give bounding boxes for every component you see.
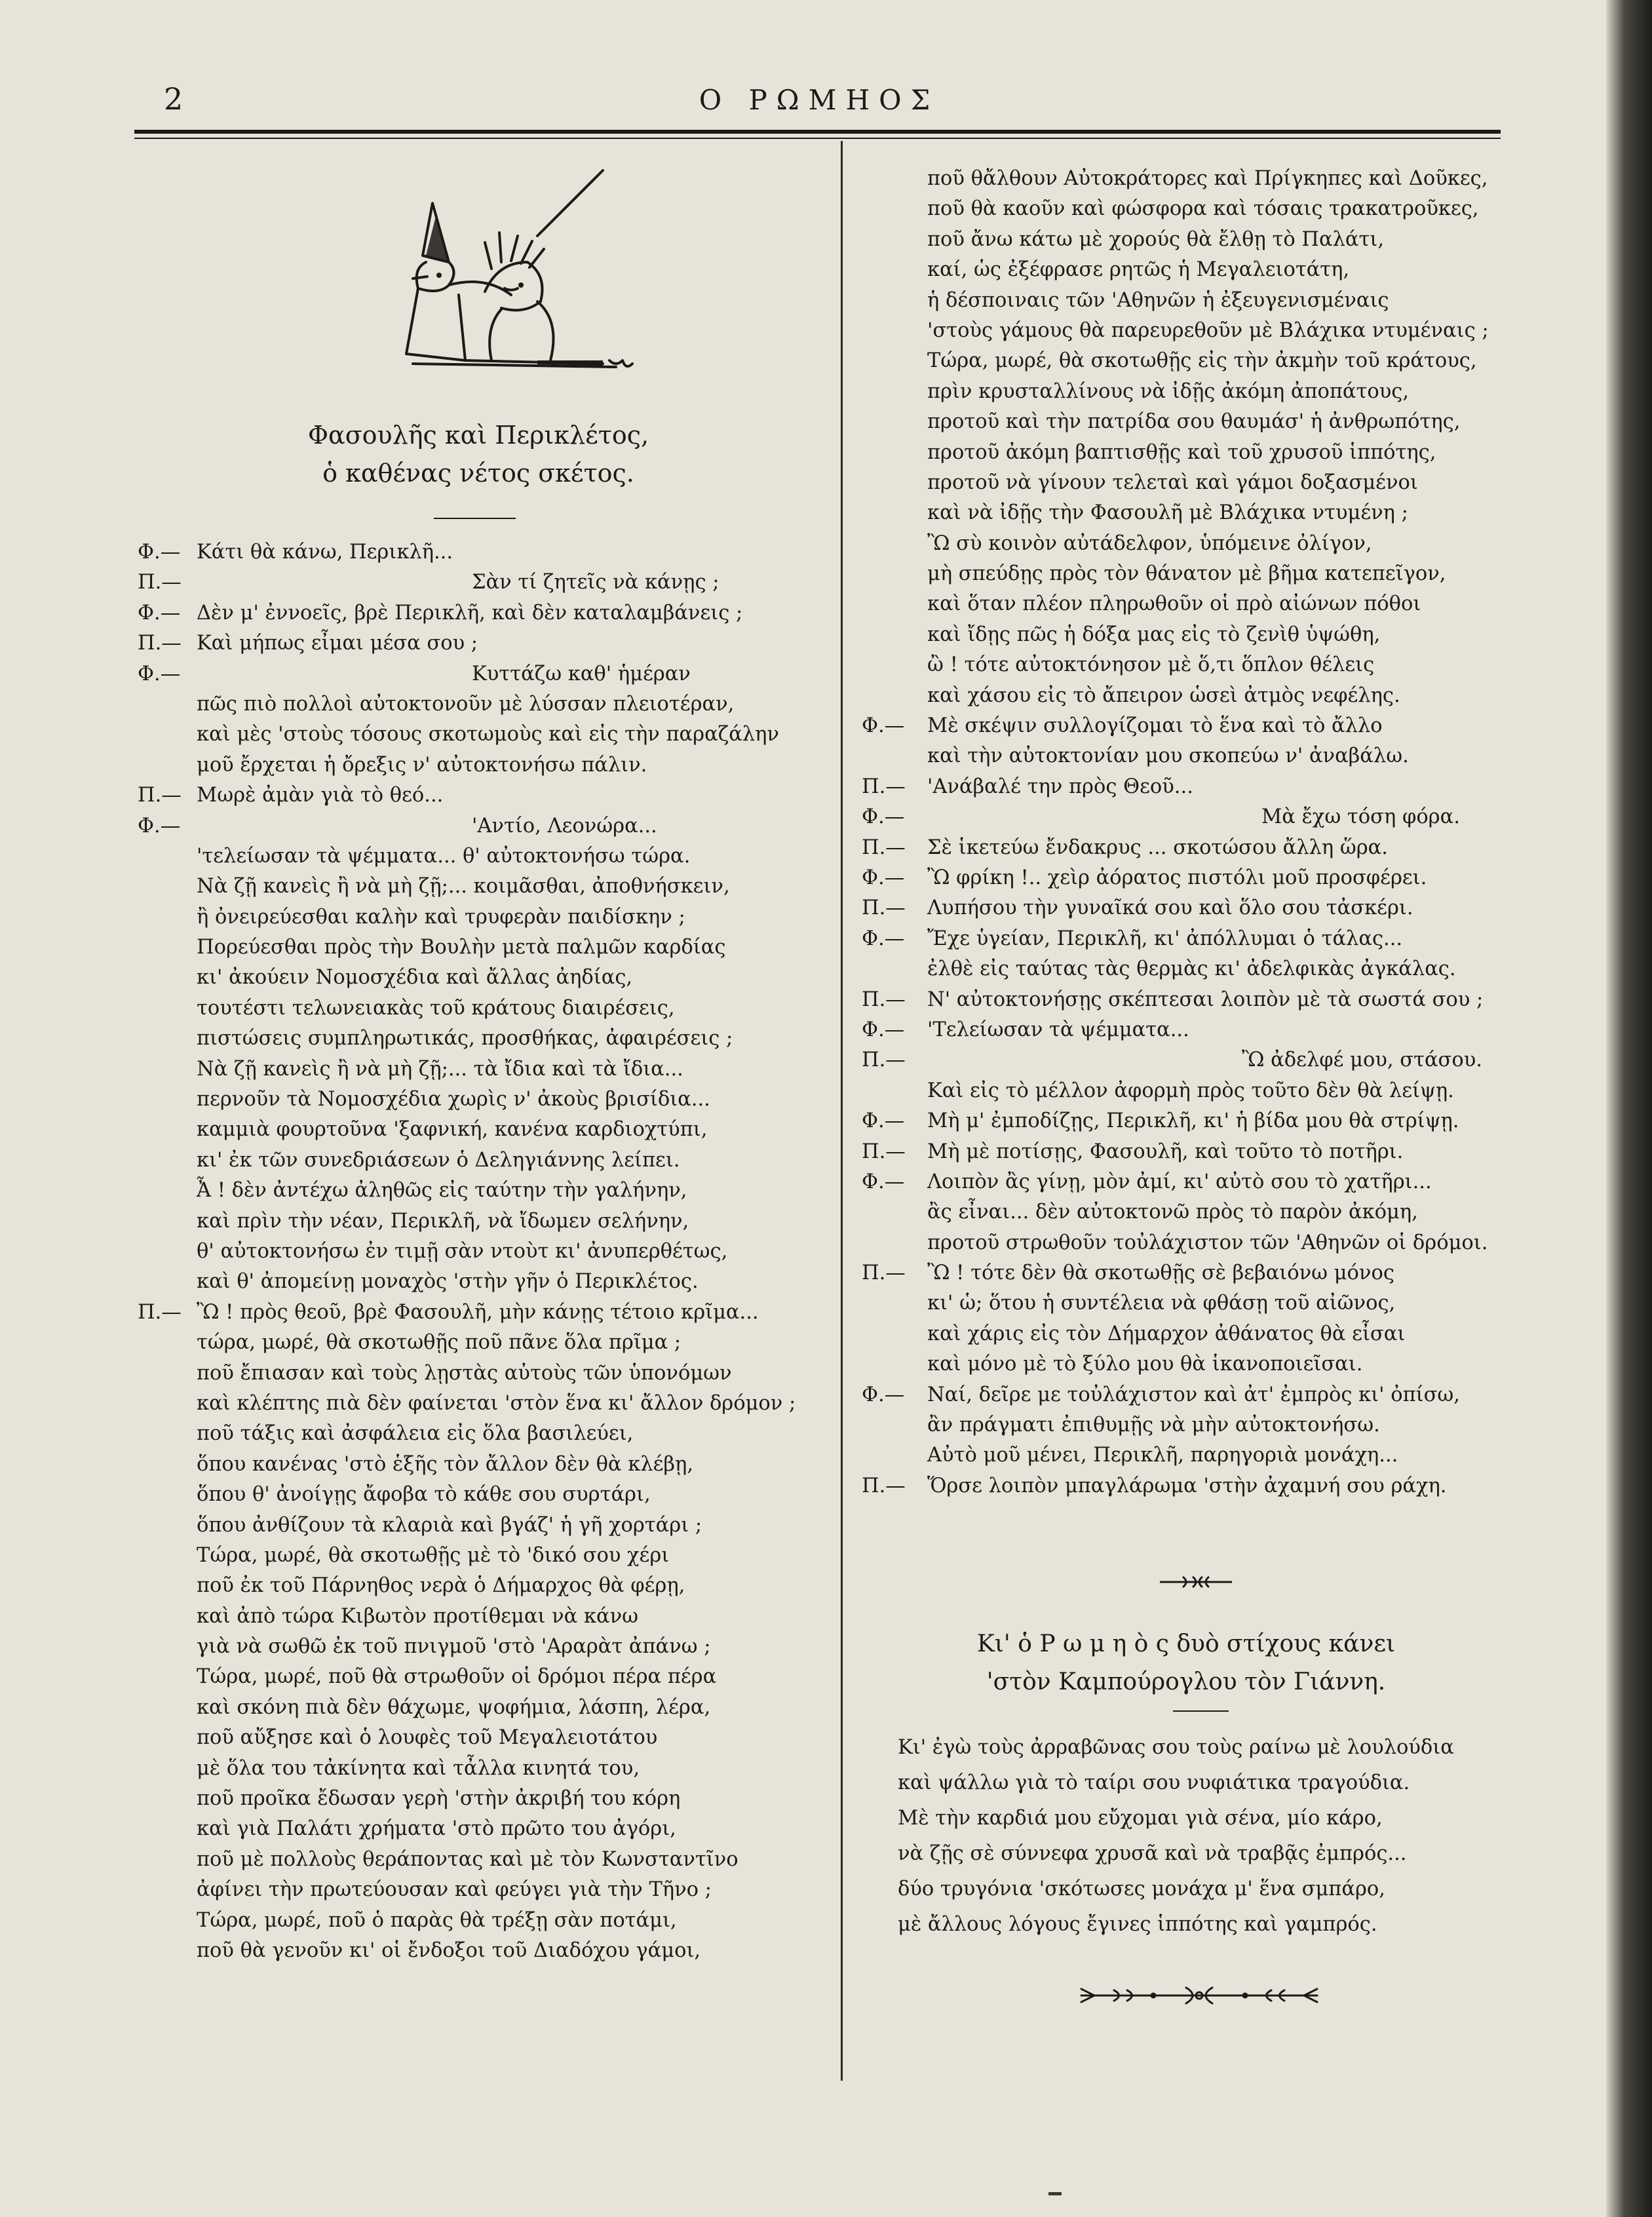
line-text: Λοιπὸν ἂς γίνῃ, μὸν ἀμί, κι' αὐτὸ σου τὸ χατῆρι... xyxy=(927,1170,1432,1193)
line-text: ποῦ ἄνω κάτω μὲ χορούς θὰ ἔλθῃ τὸ Παλάτι, xyxy=(927,227,1385,251)
speaker-label: Π.— xyxy=(138,571,182,594)
text-line xyxy=(862,863,1510,893)
line-text: καὶ χάρις εἰς τὸν Δήμαρχον ἀθάνατος θὰ εἶσαι xyxy=(927,1322,1406,1345)
line-text: Ὢ φρίκη !.. χεὶρ ἀόρατος πιστόλι μοῦ προσφέρει. xyxy=(927,866,1427,889)
text-line xyxy=(862,1137,1510,1167)
poem-title-line: 'στὸν Καμπούρογλου τὸν Γιάννη. xyxy=(986,1668,1386,1695)
dialogue-title xyxy=(138,416,819,492)
line-text: Ναί, δεῖρε με τοὐλάχιστον καὶ ἀτ' ἐμπρὸς κι' ὀπίσω, xyxy=(927,1383,1460,1406)
text-line xyxy=(138,1115,819,1145)
text-line xyxy=(862,286,1510,316)
running-head: Ο ΡΩΜΗΟΣ xyxy=(699,84,940,116)
speaker-label: Π.— xyxy=(862,896,906,920)
speaker-label: Π.— xyxy=(862,1049,906,1072)
text-line xyxy=(862,893,1510,923)
text-line xyxy=(862,377,1510,407)
line-text: καὶ νὰ ἰδῇς τὴν Φασουλῆ μὲ Βλάχικα ντυμένη ; xyxy=(927,501,1408,525)
speaker-label: Φ.— xyxy=(862,1018,905,1041)
line-text: Πορεύεσθαι πρὸς τὴν Βουλὴν μετὰ παλμῶν καρδίας xyxy=(197,936,726,959)
line-text: προτοῦ στρωθοῦν τοὐλάχιστον τῶν 'Αθηνῶν οἱ δρόμοι. xyxy=(927,1231,1488,1254)
speaker-label: Π.— xyxy=(138,784,182,807)
text-line xyxy=(862,1076,1510,1106)
text-line xyxy=(138,1814,819,1844)
text-line xyxy=(138,1146,819,1176)
text-line xyxy=(138,841,819,872)
text-line xyxy=(138,1085,819,1115)
text-line xyxy=(862,1471,1510,1501)
text-line xyxy=(138,689,819,720)
line-text: ποῦ θὰ καοῦν καὶ φώσφορα καὶ τόσαις τρακατροῦκες, xyxy=(927,197,1479,221)
text-line xyxy=(862,559,1510,589)
line-text: ὅπου θ' ἀνοίγῃς ἄφοβα τὸ κάθε σου συρτάρι, xyxy=(197,1483,651,1507)
line-text: πῶς πιὸ πολλοὶ αὐτοκτονοῦν μὲ λύσσαν πλειοτέραν, xyxy=(197,692,735,716)
text-line xyxy=(138,1450,819,1480)
text-line xyxy=(138,1602,819,1632)
text-line xyxy=(138,537,819,568)
line-text: Ὢ ! πρὸς θεοῦ, βρὲ Φασουλῆ, μὴν κάνῃς τέτοιο κρῖμα... xyxy=(197,1300,759,1324)
text-line xyxy=(138,750,819,781)
line-text: καὶ μόνο μὲ τὸ ξύλο μου θὰ ἱκανοποιεῖσαι. xyxy=(927,1353,1363,1376)
text-line xyxy=(138,568,819,598)
line-text: Μὴ μὲ ποτίσῃς, Φασουλῆ, καὶ τοῦτο τὸ ποτῆρι. xyxy=(927,1140,1404,1163)
speaker-label: Φ.— xyxy=(138,541,181,564)
text-line xyxy=(138,1328,819,1358)
text-line xyxy=(138,993,819,1024)
text-line xyxy=(862,194,1510,224)
text-line xyxy=(862,1197,1510,1227)
speaker-label: Φ.— xyxy=(862,714,905,738)
line-text: καὶ κλέπτης πιὰ δὲν φαίνεται 'στὸν ἕνα κι' ἄλλον δρόμον ; xyxy=(197,1391,796,1415)
poem-line-text: καὶ ψάλλω γιὰ τὸ ταίρι σου νυφιάτικα τραγούδια. xyxy=(898,1771,1410,1794)
poem-line-text: νὰ ζῇς σὲ σύννεφα χρυσᾶ καὶ νὰ τραβᾷς ἐμπρός... xyxy=(898,1842,1407,1865)
text-line xyxy=(862,1410,1510,1440)
text-line xyxy=(138,1632,819,1662)
text-line xyxy=(138,1571,819,1601)
poem-line xyxy=(885,1907,1514,1942)
text-line xyxy=(862,833,1510,863)
text-line xyxy=(138,811,819,841)
line-text: ἐλθὲ εἰς ταύτας τὰς θερμὰς κι' ἀδελφικὰς ἀγκάλας. xyxy=(927,957,1456,981)
text-line xyxy=(138,933,819,963)
line-text: ποῦ ἐκ τοῦ Πάρνηθος νερὰ ὁ Δήμαρχος θὰ φέρῃ, xyxy=(197,1574,685,1598)
line-text: Μὰ ἔχω τόση φόρα. xyxy=(1261,805,1460,829)
line-text: Νὰ ζῇ κανεὶς ἢ νὰ μὴ ζῇ;... τὰ ἴδια καὶ τὰ ἴδια... xyxy=(197,1057,683,1081)
line-text: ἡ δέσποιναις τῶν 'Αθηνῶν ἡ ἐξευγενισμέναις xyxy=(927,288,1389,312)
text-line xyxy=(862,1045,1510,1075)
line-text: ποῦ αὔξησε καὶ ὁ λουφὲς τοῦ Μεγαλειοτάτου xyxy=(197,1726,658,1750)
text-line xyxy=(138,1845,819,1875)
line-text: 'Ανάβαλέ την πρὸς Θεοῦ... xyxy=(927,775,1193,798)
line-text: προτοῦ νὰ γίνουν τελεταὶ καὶ γάμοι δοξασμένοι xyxy=(927,471,1418,494)
line-text: Τώρα, μωρέ, ποῦ ὁ παρὰς θὰ τρέξῃ σὰν ποτάμι, xyxy=(197,1908,677,1932)
text-line xyxy=(862,255,1510,285)
line-text: καὶ ὅταν πλέον πληρωθοῦν οἱ πρὸ αἰώνων πόθοι xyxy=(927,592,1421,616)
line-text: Καὶ εἰς τὸ μέλλον ἀφορμὴ πρὸς τοῦτο δὲν θὰ λείψῃ. xyxy=(927,1079,1454,1102)
line-text: Τώρα, μωρέ, θὰ σκοτωθῇς εἰς τὴν ἀκμὴν τοῦ κράτους, xyxy=(927,349,1477,373)
text-line xyxy=(862,620,1510,650)
text-line xyxy=(862,1015,1510,1045)
page-number: 2 xyxy=(164,81,183,117)
text-line xyxy=(138,659,819,689)
dialogue-title-line: ὁ καθένας νέτος σκέτος. xyxy=(322,459,634,488)
speaker-label: Φ.— xyxy=(862,805,905,829)
text-line xyxy=(862,924,1510,954)
text-line xyxy=(138,1693,819,1723)
text-line xyxy=(862,438,1510,468)
line-text: Μωρὲ ἀμὰν γιὰ τὸ θεό... xyxy=(197,784,444,807)
line-text: μὴ σπεύδῃς πρὸς τὸν θάνατον μὲ βῆμα κατεπεῖγον, xyxy=(927,562,1446,586)
speaker-label: Π.— xyxy=(862,775,906,798)
poem-line-text: Μὲ τὴν καρδιά μου εὔχομαι γιὰ σένα, μίο κάρο, xyxy=(898,1807,1383,1830)
line-text: Ἔχε ὑγείαν, Περικλῆ, κι' ἀπόλλυμαι ὁ τάλας... xyxy=(927,927,1403,950)
line-text: ποῦ ἔπιασαν καὶ τοὺς λῃστὰς αὐτοὺς τῶν ὑπονόμων xyxy=(197,1361,732,1385)
line-text: ἂς εἶναι... δὲν αὐτοκτονῶ πρὸς τὸ παρὸν ἀκόμη, xyxy=(927,1201,1418,1224)
text-line xyxy=(138,1936,819,1966)
line-text: καὶ τὴν αὐτοκτονίαν μου σκοπεύω ν' ἀναβάλω. xyxy=(927,744,1409,768)
speaker-label: Φ.— xyxy=(862,927,905,950)
text-line xyxy=(138,1359,819,1389)
column-divider xyxy=(841,141,843,2081)
line-text: ὅπου κανένας 'στὸ ἑξῆς τὸν ἄλλον δὲν θὰ κλέβῃ, xyxy=(197,1452,694,1476)
text-line xyxy=(862,772,1510,802)
speaker-label: Φ.— xyxy=(138,601,181,625)
text-line xyxy=(862,529,1510,559)
line-text: ποῦ θἄλθουν Αὐτοκράτορες καὶ Πρίγκηπες καὶ Δοῦκες, xyxy=(927,167,1488,190)
poem-title xyxy=(862,1625,1510,1701)
line-text: καὶ χάσου εἰς τὸ ἄπειρον ὡσεὶ ἀτμὸς νεφέλης. xyxy=(927,684,1400,707)
text-line xyxy=(862,1440,1510,1471)
line-text: καὶ σκόνη πιὰ δὲν θάχωμε, ψοφήμια, λάσπη, λέρα, xyxy=(197,1695,711,1719)
line-text: Ὢ ἀδελφέ μου, στάσου. xyxy=(1242,1049,1482,1072)
text-line xyxy=(862,1228,1510,1258)
line-text: μὲ ὅλα του τἀκίνητα καὶ τἆλλα κινητά του, xyxy=(197,1756,640,1780)
line-text: καὶ θ' ἀπομείνῃ μοναχὸς 'στὴν γῆν ὁ Περικλέτος. xyxy=(197,1270,699,1294)
text-line xyxy=(862,650,1510,680)
line-text: Τώρα, μωρέ, ποῦ θὰ στρωθοῦν οἱ δρόμοι πέρα πέρα xyxy=(197,1665,717,1689)
line-text: ποῦ προῖκα ἔδωσαν γερὴ 'στὴν ἀκριβή του κόρη xyxy=(197,1787,681,1811)
speaker-label: Π.— xyxy=(862,988,906,1011)
speaker-label: Π.— xyxy=(862,1262,906,1285)
text-line xyxy=(862,741,1510,771)
text-line xyxy=(862,1258,1510,1288)
line-text: πρὶν κρυσταλλίνους νὰ ἰδῇς ἀκόμη ἀποπάτους, xyxy=(927,379,1410,403)
speaker-label: Π.— xyxy=(862,1140,906,1163)
text-line xyxy=(862,985,1510,1015)
line-text: κι' ἐκ τῶν συνεδριάσεων ὁ Δεληγιάννης λείπει. xyxy=(197,1148,680,1172)
poem-line xyxy=(885,1872,1514,1907)
text-line xyxy=(862,711,1510,741)
text-line xyxy=(138,1237,819,1267)
line-text: Σὰν τί ζητεῖς νὰ κάνῃς ; xyxy=(472,571,720,594)
line-text: Ν' αὐτοκτονήσῃς σκέπτεσαι λοιπὸν μὲ τὰ σωστά σου ; xyxy=(927,988,1484,1011)
line-text: Μὲ σκέψιν συλλογίζομαι τὸ ἕνα καὶ τὸ ἄλλο xyxy=(927,714,1383,738)
line-text: ποῦ θὰ γενοῦν κι' οἱ ἔνδοξοι τοῦ Διαδόχου γάμοι, xyxy=(197,1938,701,1962)
poem-line xyxy=(885,1836,1514,1872)
dialogue-title-line: Φασουλῆς καὶ Περικλέτος, xyxy=(307,421,649,450)
poem-title-line: Κι' ὁ Ρ ω μ η ὸ ς δυὸ στίχους κάνει xyxy=(976,1630,1396,1657)
line-text: τουτέστι τελωνειακὰς τοῦ κράτους διαιρέσεις, xyxy=(197,996,675,1020)
speaker-label: Φ.— xyxy=(138,662,181,685)
text-line xyxy=(138,1419,819,1449)
text-line xyxy=(862,802,1510,832)
line-text: Ἆ ! δὲν ἀντέχω ἀληθῶς εἰς ταύτην τὴν γαλήνην, xyxy=(197,1179,687,1203)
speaker-label: Π.— xyxy=(862,836,906,859)
line-text: ποῦ μὲ πολλοὺς θεράποντας καὶ μὲ τὸν Κωνσταντῖνο xyxy=(197,1847,739,1871)
text-line xyxy=(862,1106,1510,1136)
header-rule-thick xyxy=(134,130,1501,134)
binding-edge-shadow xyxy=(1606,0,1652,2217)
poem-line-text: μὲ ἄλλους λόγους ἔγινες ἱππότης καὶ γαμπρός. xyxy=(898,1913,1377,1936)
poem-line xyxy=(885,1765,1514,1801)
text-line xyxy=(138,1511,819,1541)
line-text: Ὅρσε λοιπὸν μπαγλάρωμα 'στὴν ἀχαμνή σου ράχη. xyxy=(927,1474,1447,1497)
line-text: καὶ πρὶν τὴν νέαν, Περικλῆ, νὰ ἴδωμεν σελήνην, xyxy=(197,1209,689,1233)
line-text: 'Τελείωσαν τὰ ψέμματα... xyxy=(927,1018,1189,1041)
line-text: καὶ ἴδῃς πῶς ἡ δόξα μας εἰς τὸ ζενὶθ ὑψώθη, xyxy=(927,623,1381,646)
text-line xyxy=(138,1054,819,1085)
text-line xyxy=(138,781,819,811)
text-line xyxy=(138,1206,819,1237)
line-text: Λυπήσου τὴν γυναῖκά σου καὶ ὅλο σου τἀσκέρι. xyxy=(927,896,1413,920)
line-text: περνοῦν τὰ Νομοσχέδια χωρὶς ν' ἀκοὺς βρισίδια... xyxy=(197,1088,710,1111)
line-text: καὶ γιὰ Παλάτι χρήματα 'στὸ πρῶτο του ἀγόρι, xyxy=(197,1817,676,1841)
line-text: Νὰ ζῇ κανεὶς ἢ νὰ μὴ ζῇ;... κοιμᾶσθαι, ἀποθνήσκειν, xyxy=(197,875,730,898)
text-line xyxy=(138,1024,819,1054)
line-text: Δὲν μ' ἐννοεῖς, βρὲ Περικλῆ, καὶ δὲν καταλαμβάνεις ; xyxy=(197,601,743,625)
line-text: κι' ἀκούειν Νομοσχέδια καὶ ἄλλας ἀηδίας, xyxy=(197,966,633,990)
text-line xyxy=(138,1754,819,1784)
text-line xyxy=(138,1298,819,1328)
text-line xyxy=(862,498,1510,528)
text-line xyxy=(862,1319,1510,1349)
text-line xyxy=(138,963,819,993)
text-line xyxy=(862,316,1510,346)
text-line xyxy=(138,1176,819,1206)
poem-line-text: δύο τρυγόνια 'σκότωσες μονάχα μ' ἕνα σμπάρο, xyxy=(898,1878,1385,1900)
dialogue-left xyxy=(138,537,819,1966)
line-text: γιὰ νὰ σωθῶ ἐκ τοῦ πνιγμοῦ 'στὸ 'Αραρὰτ ἀπάνω ; xyxy=(197,1635,711,1659)
text-line xyxy=(138,1784,819,1814)
line-text: καμμιὰ φουρτοῦνα 'ξαφνική, κανένα καρδιοχτύπι, xyxy=(197,1118,708,1142)
page-header xyxy=(134,77,1504,136)
line-text: προτοῦ ἀκόμη βαπτισθῇς καὶ τοῦ χρυσοῦ ἱππότης, xyxy=(927,440,1436,464)
line-text: καί, ὡς ἐξέφρασε ρητῶς ἡ Μεγαλειοτάτη, xyxy=(927,258,1350,282)
poem-line xyxy=(885,1801,1514,1836)
text-line xyxy=(862,468,1510,498)
speaker-label: Π.— xyxy=(138,1300,182,1324)
text-line xyxy=(138,902,819,933)
line-text: 'Αντίο, Λεονώρα... xyxy=(472,814,657,838)
speaker-label: Π.— xyxy=(138,632,182,655)
text-line xyxy=(138,1389,819,1419)
text-line xyxy=(862,1288,1510,1319)
line-text: πιστώσεις συμπληρωτικάς, προσθήκας, ἀφαιρέσεις ; xyxy=(197,1027,733,1051)
speaker-label: Φ.— xyxy=(862,866,905,889)
line-text: 'τελείωσαν τὰ ψέμματα... θ' αὐτοκτονήσω τώρα. xyxy=(197,844,691,868)
line-text: Ὢ σὺ κοινὸν αὐτάδελφον, ὑπόμεινε ὀλίγον, xyxy=(927,531,1372,555)
title-rule xyxy=(434,518,516,519)
text-line xyxy=(862,589,1510,619)
line-text: ὢ ! τότε αὐτοκτόνησον μὲ ὅ,τι ὅπλον θέλεις xyxy=(927,653,1375,677)
line-text: Κάτι θὰ κάνω, Περικλῆ... xyxy=(197,541,453,564)
ornament-flourish xyxy=(1075,1982,1324,2009)
header-rule-thin xyxy=(134,138,1501,139)
line-text: καὶ ἀπὸ τώρα Κιβωτὸν προτίθεμαι νὰ κάνω xyxy=(197,1604,639,1628)
print-mark xyxy=(1048,2192,1062,2195)
line-text: Καὶ μήπως εἶμαι μέσα σου ; xyxy=(197,632,478,655)
text-line xyxy=(138,1875,819,1905)
text-line xyxy=(862,225,1510,255)
text-line xyxy=(862,681,1510,711)
text-line xyxy=(138,1723,819,1753)
text-line xyxy=(138,628,819,659)
line-text: καὶ μὲς 'στοὺς τόσους σκοτωμοὺς καὶ εἰς τὴν παραζάλην xyxy=(197,723,779,746)
line-text: τώρα, μωρέ, θὰ σκοτωθῇς ποῦ πᾶνε ὅλα πρῖμα ; xyxy=(197,1331,682,1355)
line-text: ἂν πράγματι ἐπιθυμῇς νὰ μὴν αὐτοκτονήσω. xyxy=(927,1414,1380,1437)
line-text: κι' ὡ; ὅτου ἡ συντέλεια νὰ φθάσῃ τοῦ αἰῶνος, xyxy=(927,1292,1396,1315)
line-text: ποῦ τάξις καὶ ἀσφάλεια εἰς ὅλα βασιλεύει, xyxy=(197,1422,634,1446)
line-text: ὅπου ἀνθίζουν τὰ κλαριὰ καὶ βγάζ' ἡ γῆ χορτάρι ; xyxy=(197,1513,702,1537)
text-line xyxy=(138,1480,819,1510)
line-text: Κυττάζω καθ' ἡμέραν xyxy=(472,662,691,685)
line-text: Ὢ ! τότε δὲν θὰ σκοτωθῇς σὲ βεβαιόνω μόνος xyxy=(927,1262,1394,1285)
text-line xyxy=(138,720,819,750)
text-line xyxy=(862,407,1510,437)
speaker-label: Φ.— xyxy=(862,1170,905,1193)
line-text: Σὲ ἱκετεύω ἔνδακρυς ... σκοτώσου ἄλλη ὥρα. xyxy=(927,836,1388,859)
text-line xyxy=(138,1267,819,1297)
speaker-label: Φ.— xyxy=(862,1109,905,1133)
text-line xyxy=(862,1167,1510,1197)
speaker-label: Φ.— xyxy=(138,814,181,838)
poem-title-rule xyxy=(1173,1710,1229,1712)
line-text: ἢ ὀνειρεύεσθαι καλὴν καὶ τρυφερὰν παιδίσκην ; xyxy=(197,905,685,929)
text-line xyxy=(862,346,1510,376)
line-text: Αὐτὸ μοῦ μένει, Περικλῆ, παρηγοριὰ μονάχη... xyxy=(927,1444,1398,1467)
line-text: 'στοὺς γάμους θὰ παρευρεθοῦν μὲ Βλάχικα ντυμέναις ; xyxy=(927,318,1489,342)
text-line xyxy=(862,954,1510,984)
poem-line xyxy=(885,1730,1514,1765)
poem-line-text: Κι' ἐγὼ τοὺς ἀρραβῶνας σου τοὺς ραίνω μὲ λουλούδια xyxy=(898,1736,1454,1759)
text-line xyxy=(138,1906,819,1936)
line-text: θ' αὐτοκτονήσω ἐν τιμῇ σὰν ντοὺτ κι' ἀνυπερθέτως, xyxy=(197,1239,728,1263)
text-line xyxy=(862,1349,1510,1379)
text-line xyxy=(138,1662,819,1692)
speaker-label: Π.— xyxy=(862,1474,906,1497)
dialogue-right xyxy=(862,164,1510,1501)
ornament-divider xyxy=(1157,1574,1235,1590)
text-line xyxy=(138,872,819,902)
text-line xyxy=(862,164,1510,194)
poem xyxy=(885,1730,1514,1942)
line-text: Τώρα, μωρέ, θὰ σκοτωθῇς μὲ τὸ 'δικό σου χέρι xyxy=(197,1543,670,1567)
line-text: μοῦ ἔρχεται ἡ ὄρεξις ν' αὐτοκτονήσω πάλιν. xyxy=(197,753,647,777)
line-text: Μὴ μ' ἐμποδίζῃς, Περικλῆ, κι' ἡ βίδα μου θὰ στρίψῃ. xyxy=(927,1109,1459,1133)
sketch-illustration xyxy=(387,164,727,387)
text-line xyxy=(138,1541,819,1571)
text-line xyxy=(138,598,819,628)
line-text: προτοῦ καὶ τὴν πατρίδα σου θαυμάσ' ἡ ἀνθρωπότης, xyxy=(927,410,1461,434)
text-line xyxy=(862,1380,1510,1410)
line-text: ἀφίνει τὴν πρωτεύουσαν καὶ φεύγει γιὰ τὴν Τῆνο ; xyxy=(197,1878,712,1902)
speaker-label: Φ.— xyxy=(862,1383,905,1406)
